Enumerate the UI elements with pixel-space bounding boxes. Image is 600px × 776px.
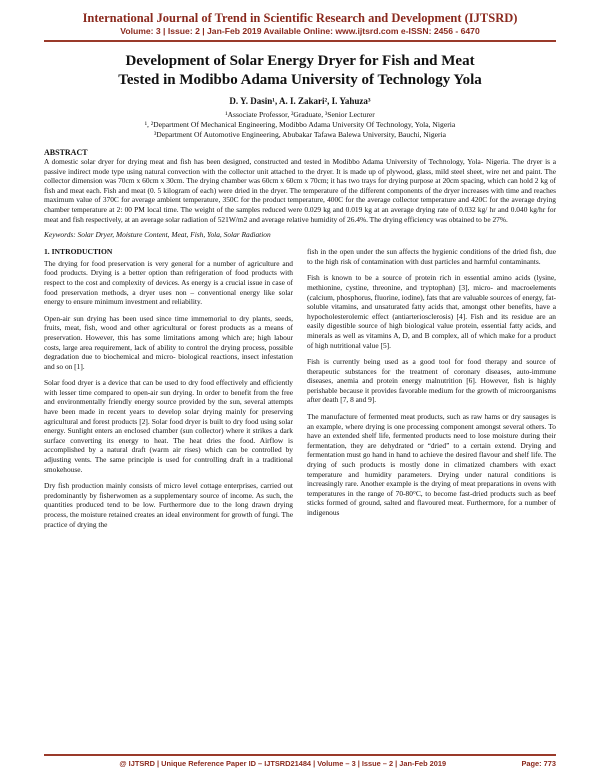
left-column: [44, 247, 293, 536]
affiliation-2: ¹, ²Department Of Mechanical Engineering, Modibbo Adama University Of Technology, Yola, Nigeria: [144, 120, 456, 129]
paragraph: The manufacture of fermented meat products, such as raw hams or dry sausages is an example, where drying is one processing component amongst several others. To have an extended shelf life, fermented products need to lose moisture during their fermentation, they are dehydrated or “dried” to a certain extend. Drying and fermentation must go hand in hand to achieve the desired flavour and shelf life. The drying of such products is mostly done in climatized chambers with exact temperature and humidity parameters. Drying under natural conditions is increasingly rare. Another example is the drying of meat preparations in ovens with temperatures in the range of 70-80°C, to become fast-dried products such as beef sticks formed of ground, salted and flavoured meat. Furthermore, for a number of indigenous: [307, 412, 556, 517]
footer-citation: @ IJTSRD | Unique Reference Paper ID – IJTSRD21484 | Volume – 3 | Issue – 2 | Jan-Feb 2019: [119, 759, 447, 768]
paragraph: Fish is known to be a source of protein rich in essential amino acids (lysine, methionine, cystine, threonine, and tryptophan) [3], micro- and macroelements (calcium, phosphorus, fluorine, iodine), fats that are valuable sources of energy, fat-soluble vitamins, and unsaturated fatty acids that, amongst other benefits, have a hypocholesterolemic effect (antiarteriosclerosis) [4]. Fish and its residue are an easily digestible source of high biological value protein, essential fatty acids, and minerals as well as vitamins A, D, and B complex, all of which make for a product of high nutritional value [5].: [307, 273, 556, 350]
affiliation-1: ¹Associate Professor, ²Graduate, ³Senior Lecturer: [225, 110, 375, 119]
right-column: [307, 247, 556, 536]
journal-title: International Journal of Trend in Scientific Research and Development (IJTSRD): [82, 11, 518, 25]
abstract-heading: ABSTRACT: [44, 148, 88, 157]
volume-line: Volume: 3 | Issue: 2 | Jan-Feb 2019 Available Online: www.ijtsrd.com e-ISSN: 2456 - 6470: [120, 26, 480, 36]
authors: D. Y. Dasin¹, A. I. Zakari², I. Yahuza³: [229, 96, 371, 106]
body-columns: [44, 247, 556, 536]
section-heading-introduction: 1. INTRODUCTION: [44, 247, 113, 257]
paragraph: The drying for food preservation is very general for a number of agriculture and food products. Drying is a better option than refrigeration of food products with respect to the cost and complexity of devices. As energy is a crucial issue in case of food preservation methods, a dryer uses non – conventional energy like solar energy to ensure minimum investment and reliability.: [44, 258, 293, 307]
paragraph: Fish is currently being used as a good tool for food therapy and source of therapeutic substances for the treatment of coronary diseases, auto-immune diseases, anemia and protein energy malnutrition [6]. However, fish is highly perishable because it provides favorable medium for the growth of microorganisms after death [7, 8 and 9].: [307, 357, 556, 405]
paragraph: Dry fish production mainly consists of micro level cottage enterprises, carried out predominantly by fisherwomen as a supplementary source of income. As such, the quantities produced tend to be low. Furthermore due to the long drawn drying process, the moisture retained creates an ideal environment for growth of fungi. The practice of drying the: [44, 481, 293, 529]
page-footer: [44, 754, 556, 768]
abstract-text: A domestic solar dryer for drying meat and fish has been designed, constructed and tested in Modibbo Adama University of Technology, Yola- Nigeria. The dryer is a passive indirect mode type using natural convection with the collector unit attached to the dryer. It is made up of plywood, glass, mild steel sheet, wire net and paint. The collector dimension was 70cm x 60cm x 30cm. The drying chamber was 60cm x 60cm x 70cm; it has two trays for drying purpose at 20cm spacing, which can hold 2 kg of fish and meat each. Fish and meat (0. 5 kilogram of each) were dried in the dryer. The temperature of the different components of the dryer increases with time and reaches maximum value of 370C for average ambient temperature, 350C for the product temperature, 400C for the average collector temperature and 420C for the average drying chamber temperature at 2: 00 PM local time. The weight of the samples reduced were 0.029 kg and 0.019 kg at an average drying rate of 0.032 kg/ hr and 0.040 kg/hr for meat and fish respectively, at an average solar radiation of 521W/m2 and average relative humidity of 26.4%. The drying efficiency was obtained to be 27%.: [44, 157, 556, 224]
affiliation-3: ³Department Of Automotive Engineering, Abubakar Tafawa Balewa University, Bauchi, Nigeria: [153, 130, 447, 139]
paper-title: [44, 52, 556, 90]
keywords: Keywords: Solar Dryer, Moisture Content, Meat, Fish, Yola, Solar Radiation: [44, 230, 271, 240]
header-rule: [44, 40, 556, 42]
paragraph: Open-air sun drying has been used since time immemorial to dry plants, seeds, fruits, meat, fish, wood and other agricultural or forest products as a means of preservation. However, this has some limitations among which are; high labour costs, large area requirement, lack of ability to control the drying process, possible degradation due to biochemical and micro- biological reactions, insect infestation and so on [1].: [44, 313, 293, 371]
paragraph: fish in the open under the sun affects the hygienic conditions of the dried fish, due to the high risk of contamination with dust particles and harmful contaminants.: [307, 247, 556, 266]
title-line-2: Tested in Modibbo Adama University of Technology Yola: [118, 72, 482, 88]
title-line-1: Development of Solar Energy Dryer for Fish and Meat: [125, 53, 475, 69]
page-number: Page: 773: [521, 759, 556, 768]
paragraph: Solar food dryer is a device that can be used to dry food effectively and efficiently with lesser time compared to open-air sun drying. In order to benefit from the free and environmentally friendly energy source provided by the sun, several attempts have been made in recent years to develop solar drying mainly for preserving agricultural and forest products [2]. Solar food dryer is built to dry food using solar energy. Sunlight enters an enclosed chamber (sun collector) where it strikes a dark surface converting its energy to heat. The heat dries the food. Airflow is accomplished by a natural draft (warm air rises) which can be controlled by adjusting vents. The same principle is used for controlling draft in a traditional smokehouse.: [44, 378, 293, 474]
